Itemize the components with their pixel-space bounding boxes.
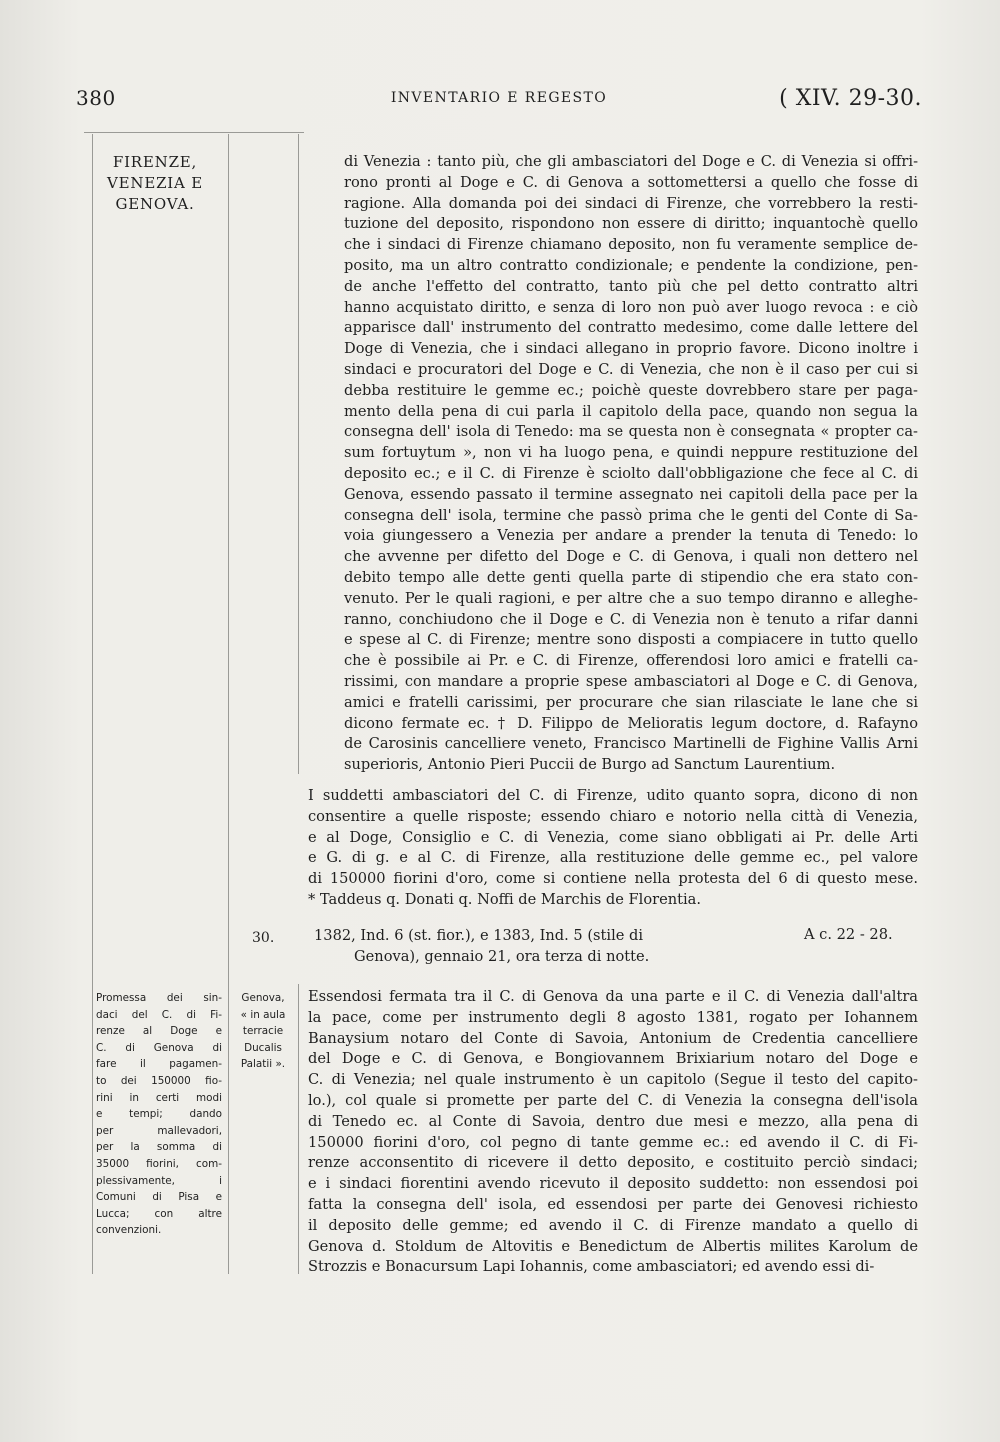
- note-line: to dei 150000 fio-: [96, 1074, 222, 1087]
- text-line: apparisce dall' instrumento del contratto medesimo, come dalle lettere del: [344, 319, 918, 337]
- entry-heading: [314, 926, 714, 968]
- place-line: Palatii ».: [240, 1058, 286, 1071]
- note-line: rini in certi modi: [96, 1091, 222, 1104]
- text-line: superioris, Antonio Pieri Puccii de Burgo ad Sanctum Laurentium.: [344, 756, 836, 774]
- column-rule-margin: [228, 134, 229, 1274]
- place-line: Ducalis: [244, 1041, 282, 1054]
- place-line: terracie: [242, 1025, 284, 1038]
- text-line: e i sindaci fiorentini avendo ricevuto il deposito suddetto: non essendosi poi: [308, 1175, 918, 1193]
- text-line: mento della pena di cui parla il capitolo della pace, quando non segua la: [344, 402, 918, 420]
- header-rule: [84, 132, 304, 133]
- note-line: daci del C. di Fi-: [96, 1008, 222, 1021]
- text-line: ragione. Alla domanda poi dei sindaci di Firenze, che vorrebbero la resti-: [344, 194, 918, 212]
- text-line: Essendosi fermata tra il C. di Genova da una parte e il C. di Venezia dall'altra: [308, 988, 918, 1005]
- entry-heading-line: Genova), gennaio 21, ora terza di notte.: [354, 947, 650, 965]
- text-line: Banaysium notaro del Conte di Savoia, Antonium de Credentia cancelliere: [308, 1029, 918, 1047]
- place-line: Genova,: [241, 992, 285, 1004]
- text-line: Genova, essendo passato il termine assegnato nei capitoli della pace per la: [344, 485, 918, 503]
- text-line: renze acconsentito di ricevere il detto deposito, e costituito perciò sindaci;: [308, 1154, 918, 1172]
- text-line: sum fortuytum », non vi ha luogo pena, e quindi neppure restituzione del: [344, 444, 918, 462]
- text-line: che è possibile ai Pr. e C. di Firenze, offerendosi loro amici e fratelli ca-: [344, 652, 918, 670]
- note-line: plessivamente, i: [96, 1174, 222, 1187]
- page-number: 380: [76, 86, 116, 110]
- margin-summary-note: [96, 990, 222, 1239]
- note-line: per la somma di: [96, 1141, 222, 1154]
- text-line: posito, ma un altro contratto condizionale; e pendente la condizione, pen-: [344, 256, 918, 274]
- text-line: debba restituire le gemme ec.; poichè queste dovrebbero stare per paga-: [344, 381, 918, 399]
- text-line: C. di Venezia; nel quale instrumento è un capitolo (Segue il testo del capito-: [308, 1071, 918, 1089]
- text-line: fatta la consegna dell' isola, ed essendosi per parte dei Genovesi richiesto: [308, 1195, 918, 1213]
- note-line: fare il pagamen-: [96, 1058, 222, 1071]
- text-line: voia giungessero a Venezia per andare a prender la tenuta di Tenedo: lo: [344, 527, 918, 545]
- text-line: * Taddeus q. Donati q. Noffi de Marchis de Florentia.: [308, 890, 701, 908]
- text-line: e G. di g. e al C. di Firenze, alla restituzione delle gemme ec., pel valore: [308, 849, 918, 867]
- place-line: « in aula: [240, 1008, 286, 1021]
- text-line: Doge di Venezia, che i sindaci allegano in proprio favore. Dicono inoltre i: [344, 340, 918, 358]
- text-line: che avvenne per difetto del Doge e C. di Genova, i quali non dettero nel: [344, 548, 918, 566]
- text-line: del Doge e C. di Genova, e Bongiovannem Brixiarium notaro del Doge e: [308, 1050, 918, 1068]
- text-line: venuto. Per le quali ragioni, e per altre che a suo tempo diranno e alleghe-: [344, 589, 918, 607]
- text-line: consentire a quelle risposte; essendo chiaro e notorio nella città di Venezia,: [308, 807, 918, 825]
- text-line: hanno acquistato diritto, e senza di loro non può aver luogo revoca : e ciò: [344, 298, 918, 316]
- text-line: la pace, come per instrumento degli 8 agosto 1381, rogato per Iohannem: [308, 1008, 918, 1026]
- page-header: [76, 86, 922, 116]
- heading-line: VENEZIA E: [107, 174, 203, 192]
- entry-page-reference: A c. 22 - 28.: [804, 926, 893, 943]
- text-line: rono pronti al Doge e C. di Genova a sottomettersi a quello che fosse di: [344, 173, 918, 191]
- text-line: I suddetti ambasciatori del C. di Firenze, udito quanto sopra, dicono di non: [308, 787, 918, 804]
- text-line: Genova d. Stoldum de Altovitis e Benedictum de Albertis milites Karolum de: [308, 1237, 918, 1255]
- text-line: de Carosinis cancelliere veneto, Francisco Martinelli de Fighine Vallis Arni: [344, 735, 918, 753]
- text-block-entry-30: [308, 987, 918, 1278]
- text-block-reply: [308, 786, 918, 911]
- section-reference: ( XIV. 29-30.: [779, 86, 922, 111]
- text-line: de anche l'effetto del contratto, tanto più che pel detto contratto altri: [344, 277, 918, 295]
- text-line: e spese al C. di Firenze; mentre sono disposti a compiacere in tutto quello: [344, 631, 918, 649]
- running-title: INVENTARIO E REGESTO: [390, 90, 608, 106]
- column-rule-text-lower: [298, 984, 299, 1274]
- text-line: ranno, conchiudono che il Doge e C. di Venezia non è tenuto a rifar danni: [344, 610, 918, 628]
- note-line: e tempi; dando: [96, 1108, 222, 1121]
- note-line: Promessa dei sin-: [96, 992, 222, 1004]
- text-line: dicono fermate ec. † D. Filippo de Melioratis legum doctore, d. Rafayno: [344, 714, 918, 732]
- entry-number: 30.: [252, 930, 275, 946]
- note-line: renze al Doge e: [96, 1025, 222, 1038]
- place-note: [232, 990, 294, 1073]
- column-rule-left: [92, 134, 93, 1274]
- text-line: Strozzis e Bonacursum Lapi Iohannis, come ambasciatori; ed avendo essi di-: [308, 1258, 875, 1276]
- text-line: di 150000 fiorini d'oro, come si contiene nella protesta del 6 di questo mese.: [308, 870, 918, 888]
- note-line: Lucca; con altre: [96, 1207, 222, 1220]
- text-line: e al Doge, Consiglio e C. di Venezia, come siano obbligati ai Pr. delle Arti: [308, 828, 918, 846]
- note-line: Comuni di Pisa e: [96, 1191, 222, 1204]
- text-line: di Venezia : tanto più, che gli ambasciatori del Doge e C. di Venezia si offri-: [344, 153, 918, 170]
- text-line: che i sindaci di Firenze chiamano deposito, non fu veramente semplice de-: [344, 236, 918, 254]
- note-line: C. di Genova di: [96, 1041, 222, 1054]
- left-heading: [96, 152, 214, 215]
- note-line: per mallevadori,: [96, 1124, 222, 1137]
- text-line: lo.), col quale si promette per parte del C. di Venezia la consegna dell'isola: [308, 1091, 918, 1109]
- column-rule-text-upper: [298, 134, 299, 774]
- heading-line: FIRENZE,: [112, 153, 198, 171]
- text-line: sindaci e procuratori del Doge e C. di Venezia, che non è il caso per cui si: [344, 360, 918, 378]
- text-line: consegna dell' isola di Tenedo: ma se questa non è consegnata « propter ca-: [344, 423, 918, 441]
- note-line: convenzioni.: [96, 1224, 162, 1237]
- text-line: debito tempo alle dette genti quella parte di stipendio che era stato con-: [344, 568, 918, 586]
- text-line: di Tenedo ec. al Conte di Savoia, dentro due mesi e mezzo, alla pena di: [308, 1112, 918, 1130]
- text-line: consegna dell' isola, termine che passò prima che le genti del Conte di Sa-: [344, 506, 918, 524]
- note-line: 35000 fiorini, com-: [96, 1157, 222, 1170]
- text-line: amici e fratelli carissimi, per procurare che sian rilasciate le lane che si: [344, 693, 918, 711]
- text-line: deposito ec.; e il C. di Firenze è sciolto dall'obbligazione che fece al C. di: [344, 464, 918, 482]
- text-line: tuzione del deposito, rispondono non essere di diritto; inquantochè quello: [344, 215, 918, 233]
- heading-line: GENOVA.: [115, 195, 195, 213]
- text-line: 150000 fiorini d'oro, col pegno di tante gemme ec.: ed avendo il C. di Fi-: [308, 1133, 918, 1151]
- text-line: il deposito delle gemme; ed avendo il C. di Firenze mandato a quello di: [308, 1216, 918, 1234]
- text-block-continued: [344, 152, 918, 776]
- entry-heading-line: 1382, Ind. 6 (st. fior.), e 1383, Ind. 5 (stile di: [314, 927, 644, 944]
- text-line: rissimi, con mandare a proprie spese ambasciatori al Doge e C. di Genova,: [344, 672, 918, 690]
